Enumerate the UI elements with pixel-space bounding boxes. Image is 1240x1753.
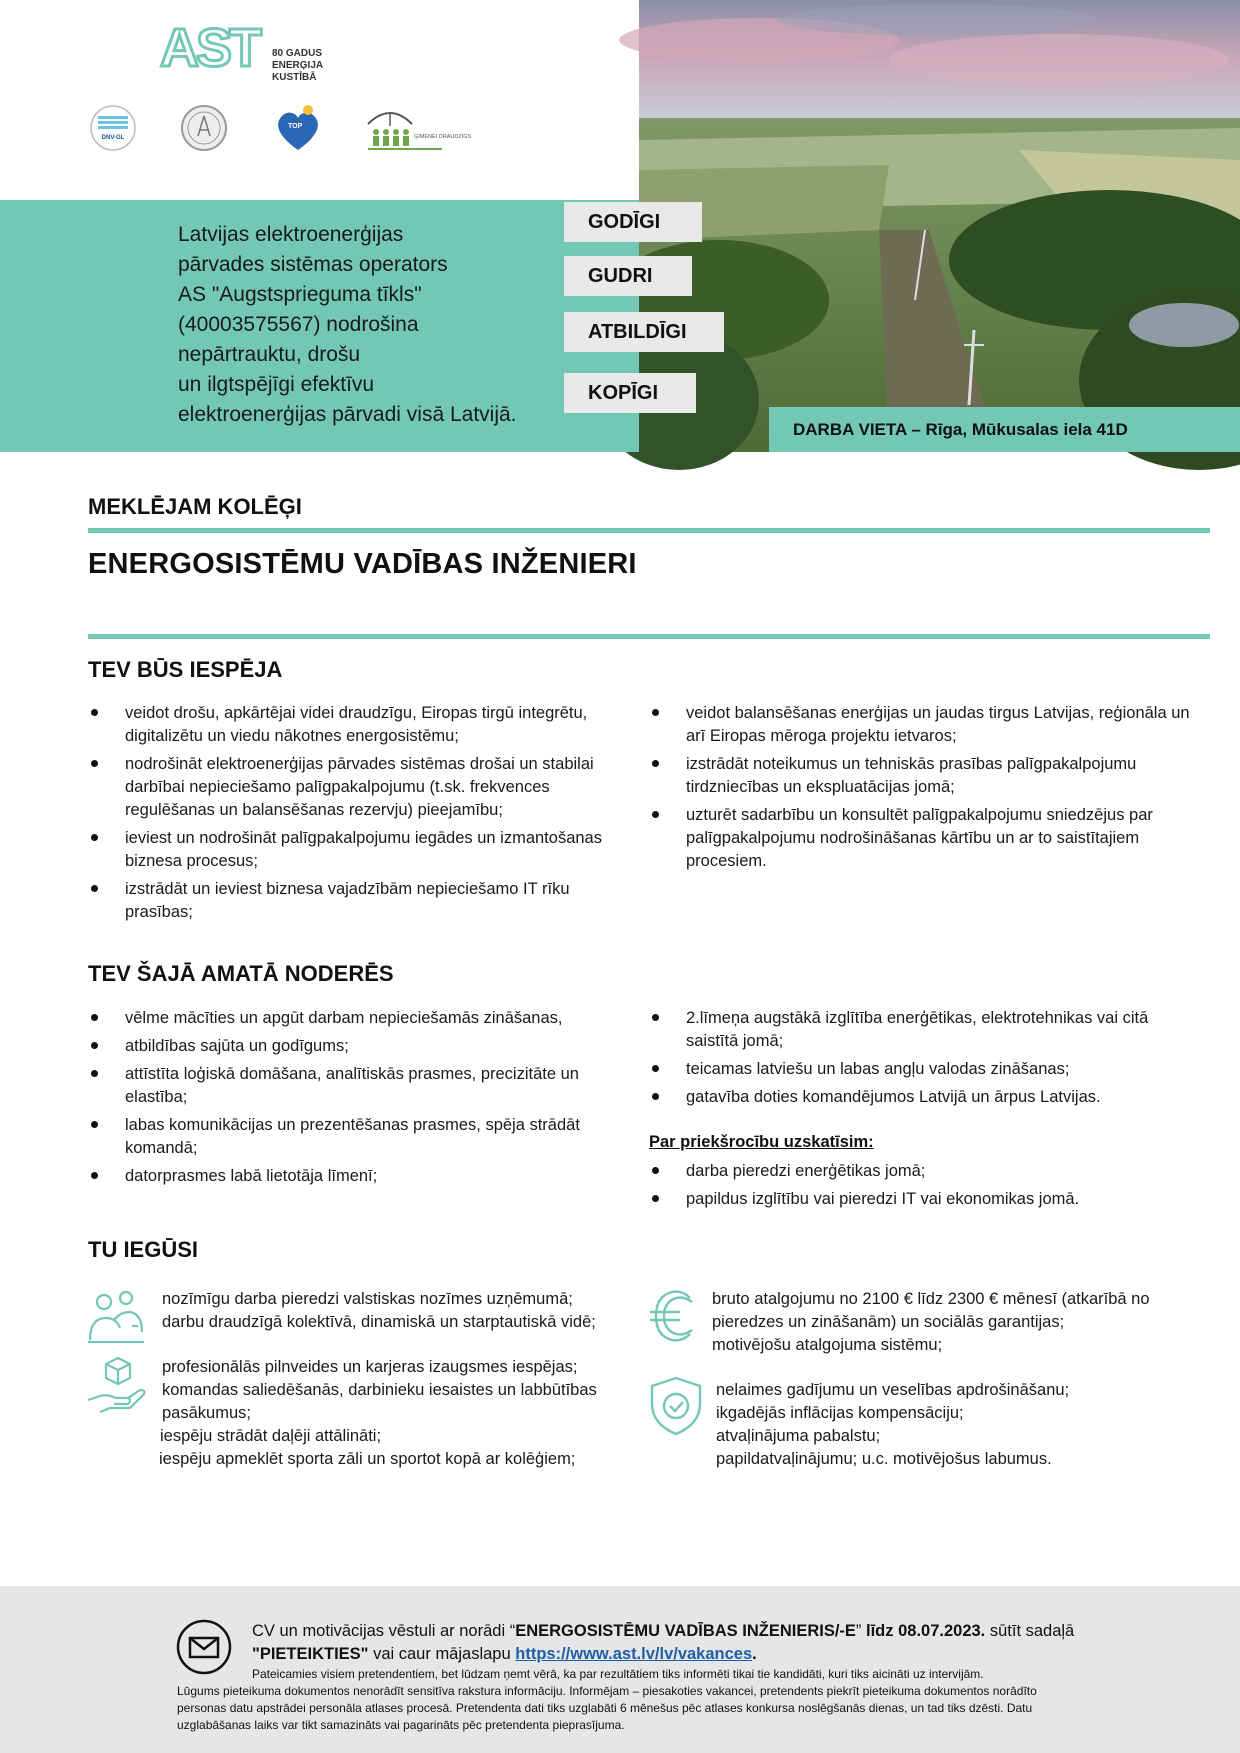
section-heading-opportunity: TEV BŪS IESPĒJA: [88, 657, 283, 682]
list-item: izstrādāt un ieviest biznesa vajadzībām nepieciešamo IT rīku prasības;: [88, 878, 628, 924]
tagline-line: KUSTĪBĀ: [272, 72, 317, 83]
list-item: atbildības sajūta un godīgums;: [88, 1035, 628, 1058]
list-item: attīstīta loģiskā domāšana, analītiskās prasmes, precizitāte un elastība;: [88, 1063, 628, 1109]
benefit-group: [162, 1288, 596, 1334]
footer-application-text: [252, 1620, 1074, 1666]
list-item: veidot drošu, apkārtējai videi draudzīgu, Eiropas tirgū integrētu, digitalizētu un viedu nākotnes energosistēmu;: [88, 702, 628, 748]
value-badge: KOPĪGI: [564, 373, 696, 413]
benefit-line: motivējošu atalgojuma sistēmu;: [712, 1336, 943, 1354]
benefit-line: pieredzes un zināšanām) un sociālās garantijas;: [712, 1313, 1065, 1331]
value-badge: ATBILDĪGI: [564, 312, 724, 352]
benefit-line: bruto atalgojumu no 2100 € līdz 2300 € mēnesī (atkarībā no: [712, 1290, 1150, 1308]
workplace-label: DARBA VIETA – Rīga, Mūkusalas iela 41D: [769, 407, 1240, 452]
ast-logo: [160, 18, 280, 78]
list-item: ieviest un nodrošināt palīgpakalpojumu iegādes un izmantošanas biznesa procesus;: [88, 827, 628, 873]
benefit-line: komandas saliedēšanās, darbinieku iesaistes un labbūtības: [162, 1381, 597, 1399]
apply-label: "PIETEIKTIES": [252, 1645, 369, 1663]
euro-icon: [646, 1286, 706, 1346]
benefit-group: [716, 1379, 1069, 1471]
intro-line: AS "Augstsprieguma tīkls": [178, 283, 422, 306]
benefit-line: darbu draudzīgā kolektīvā, dinamiskā un starptautiskā vidē;: [162, 1313, 596, 1331]
section-heading-requirements: TEV ŠAJĀ AMATĀ NODERĒS: [88, 961, 394, 986]
top-employer-heart-icon: [272, 104, 324, 152]
company-intro: [178, 220, 558, 430]
benefit-group: [159, 1356, 597, 1471]
landscape-photo: [639, 0, 1240, 452]
list-item: vēlme mācīties un apgūt darbam nepieciešamās zināšanas,: [88, 1007, 628, 1030]
benefit-group: [712, 1288, 1150, 1357]
footer-privacy-notice: Lūgums pieteikuma dokumentos nenorādīt sensitīva rakstura informāciju. Informējam – piesakoties vakancei, pretendents piekrīt pieteikuma dokumentos norādīto personas datu apstrādei personāla atlases procesā. Pretendenta dati tiks uzglabāti 6 mēnešus pēc atlases konkursa noslēgšanās dienas, un tad tiks dzēsti. Datu uzglabāšanas laiks var tikt samazināts vai pagarināts pēc pretendenta pieprasījuma.: [177, 1684, 1037, 1732]
intro-line: (40003575567) nodrošina: [178, 313, 419, 336]
list-item: 2.līmeņa augstākā izglītība enerģētikas, elektrotehnikas vai citā saistītā jomā;: [649, 1007, 1194, 1053]
team-people-icon: [86, 1288, 146, 1348]
svg-text:TOP: TOP: [288, 123, 303, 130]
intro-line: Latvijas elektroenerģijas: [178, 223, 404, 246]
value-badge: GODĪGI: [564, 202, 702, 242]
envelope-icon: [176, 1619, 232, 1675]
tagline-line: ENERĢIJA: [272, 60, 324, 71]
svg-text:ĢIMENEI DRAUDZĪGS: ĢIMENEI DRAUDZĪGS: [414, 134, 472, 140]
requirements-list-right: [649, 1007, 1194, 1114]
divider: [88, 634, 1210, 639]
footer-disclaimer: Pateicamies visiem pretendentiem, bet lūdzam ņemt vērā, ka par rezultātiem tiks informēti tikai tie kandidāti, kuri tiks aicināti uz intervijām.: [252, 1667, 984, 1681]
divider: [88, 528, 1210, 533]
footer-deadline: līdz 08.07.2023.: [866, 1622, 986, 1640]
footer-text: CV un motivācijas vēstuli ar norādi “: [252, 1622, 516, 1640]
intro-line: nepārtrauktu, drošu: [178, 343, 361, 366]
family-friendly-umbrella-icon: [362, 104, 472, 152]
preference-list: [649, 1160, 1194, 1216]
seal-icon: [178, 104, 230, 152]
intro-line: elektroenerģijas pārvadi visā Latvijā.: [178, 403, 517, 426]
preference-heading: Par priekšrocību uzskatīsim:: [649, 1133, 874, 1151]
svg-text:DNV-GL: DNV-GL: [101, 135, 125, 141]
list-item: darba pieredzi enerģētikas jomā;: [649, 1160, 1194, 1183]
opportunity-list-left: [88, 702, 628, 929]
benefit-line: nozīmīgu darba pieredzi valstiskas nozīmes uzņēmumā;: [162, 1290, 573, 1308]
benefit-line: pasākumus;: [162, 1404, 251, 1422]
list-item: teicamas latviešu un labas angļu valodas zināšanas;: [649, 1058, 1194, 1081]
list-item: nodrošināt elektroenerģijas pārvades sistēmas drošai un stabilai darbībai nepieciešamo palīgpakalpojumu (t.sk. frekvences regulēšanas un balansēšanas rezervju) pieejamību;: [88, 753, 628, 822]
footer-text: sūtīt sadaļā: [985, 1622, 1075, 1640]
dnv-gl-certificate-icon: [88, 104, 138, 152]
list-item: izstrādāt noteikumus un tehniskās prasības palīgpakalpojumu tirdzniecības un ekspluatācijas jomā;: [649, 753, 1194, 799]
vacancies-link[interactable]: https://www.ast.lv/lv/vakances: [515, 1645, 753, 1663]
header-logo-area: [0, 0, 639, 200]
list-item: papildus izglītību vai pieredzi IT vai ekonomikas jomā.: [649, 1188, 1194, 1211]
ast-logo-text: AST: [160, 18, 259, 78]
benefit-line: nelaimes gadījumu un veselības apdrošināšanu;: [716, 1381, 1070, 1399]
benefit-line: ikgadējās inflācijas kompensāciju;: [716, 1404, 964, 1422]
tagline-line: 80 GADUS: [272, 48, 323, 59]
opportunity-list-right: [649, 702, 1194, 878]
value-badge: GUDRI: [564, 256, 692, 296]
ast-tagline: [272, 48, 323, 84]
shield-check-icon: [646, 1376, 706, 1436]
benefit-line: papildatvaļinājumu; u.c. motivējošus labumus.: [716, 1450, 1052, 1468]
footer-position-name: ENERGOSISTĒMU VADĪBAS INŽENIERIS/-E: [515, 1622, 856, 1640]
requirements-list-left: [88, 1007, 628, 1193]
list-item: labas komunikācijas un prezentēšanas prasmes, spēja strādāt komandā;: [88, 1114, 628, 1160]
list-item: datorprasmes labā lietotāja līmenī;: [88, 1165, 628, 1188]
section-heading-benefits: TU IEGŪSI: [88, 1237, 199, 1262]
footer-text: ”: [855, 1622, 867, 1640]
list-item: veidot balansēšanas enerģijas un jaudas tirgus Latvijas, reģionāla un arī Eiropas mēroga projektu ietvaros;: [649, 702, 1194, 748]
list-item: gatavība doties komandējumos Latvijā un ārpus Latvijas.: [649, 1086, 1194, 1109]
intro-line: un ilgtspējīgi efektīvu: [178, 373, 375, 396]
footer-text: vai caur mājaslapu: [368, 1645, 516, 1663]
list-item: uzturēt sadarbību un konsultēt palīgpakalpojumu sniedzējus par palīgpakalpojumu nodrošināšanas kārtību un ar to saistītajiem procesiem.: [649, 804, 1194, 873]
posting-title: ENERGOSISTĒMU VADĪBAS INŽENIERI: [88, 548, 637, 580]
footer-text: .: [752, 1645, 757, 1663]
benefit-line: atvaļinājuma pabalstu;: [716, 1427, 881, 1445]
hand-box-icon: [86, 1356, 146, 1416]
posting-subheading: MEKLĒJAM KOLĒĢI: [88, 494, 302, 519]
intro-line: pārvades sistēmas operators: [178, 253, 448, 276]
benefit-line: iespēju strādāt daļēji attālināti;: [160, 1427, 382, 1445]
benefit-line: profesionālās pilnveides un karjeras izaugsmes iespējas;: [162, 1358, 578, 1376]
benefit-line: iespēju apmeklēt sporta zāli un sportot kopā ar kolēģiem;: [159, 1450, 576, 1468]
